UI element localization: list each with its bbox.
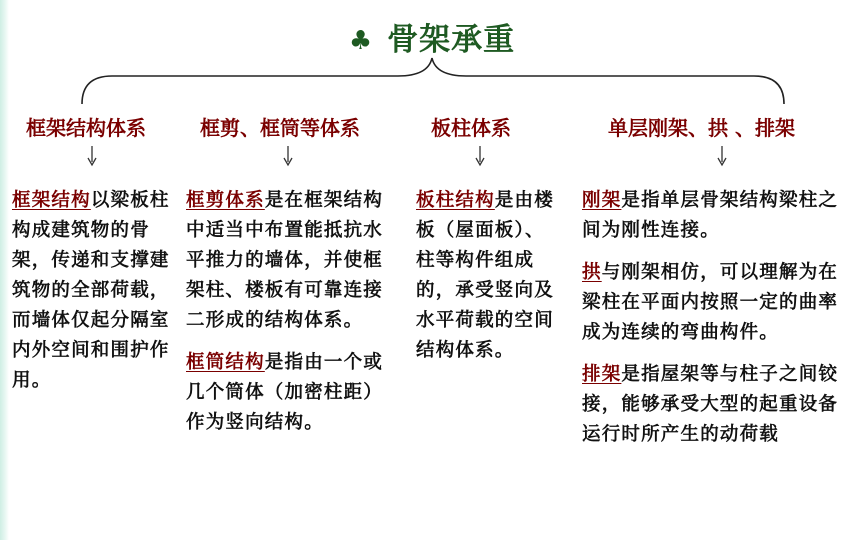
definition: 是在框架结构中适当中布置能抵抗水平推力的墙体，并使框架柱、楼板有可靠连接二形成的结构体系。: [186, 190, 384, 331]
definition: 以梁板柱构成建筑物的骨架，传递和支撑建筑物的全部荷载，而墙体仅起分隔室内外空间和围护作用。: [12, 190, 170, 391]
term-frame-structure: 框架结构: [12, 190, 91, 211]
definition: 是指单层骨架结构梁柱之间为刚性连接。: [582, 190, 839, 241]
club-icon: ♣: [348, 26, 374, 56]
arrow-down-icon: [716, 146, 728, 168]
column-slab-column-body: [416, 186, 554, 366]
column-frame-body: [12, 186, 176, 396]
paragraph: [186, 186, 398, 336]
paragraph: [416, 186, 554, 366]
column-single-storey-body: [582, 186, 850, 450]
category-single-storey: 单层刚架、拱 、排架: [608, 116, 795, 140]
curly-brace: [0, 0, 864, 120]
term-frame-tube: 框筒结构: [186, 352, 265, 373]
paragraph: [582, 360, 850, 450]
term-bent-frame: 排架: [582, 364, 622, 385]
page-title-text: 骨架承重: [387, 22, 516, 58]
paragraph: [186, 348, 398, 438]
paragraph: [582, 186, 850, 246]
category-slab-column: 板柱体系: [431, 116, 511, 140]
paragraph: [12, 186, 176, 396]
arrow-down-icon: [282, 146, 294, 168]
category-frame-shear: 框剪、框筒等体系: [200, 116, 360, 140]
definition: 是指由一个或几个筒体（加密柱距）作为竖向结构。: [186, 352, 384, 433]
definition: 与刚架相仿，可以理解为在梁柱在平面内按照一定的曲率成为连续的弯曲构件。: [582, 262, 839, 343]
category-frame: 框架结构体系: [26, 116, 146, 140]
term-frame-shear: 框剪体系: [186, 190, 265, 211]
definition: 是指屋架等与柱子之间铰接，能够承受大型的起重设备运行时所产生的动荷载: [582, 364, 839, 445]
definition: 是由楼板（屋面板）、柱等构件组成的，承受竖向及水平荷载的空间结构体系。: [416, 190, 554, 361]
term-arch: 拱: [582, 262, 602, 283]
term-slab-column: 板柱结构: [416, 190, 495, 211]
term-rigid-frame: 刚架: [582, 190, 622, 211]
column-frame-shear-body: [186, 186, 398, 438]
arrow-down-icon: [86, 146, 98, 168]
arrow-down-icon: [474, 146, 486, 168]
paragraph: [582, 258, 850, 348]
